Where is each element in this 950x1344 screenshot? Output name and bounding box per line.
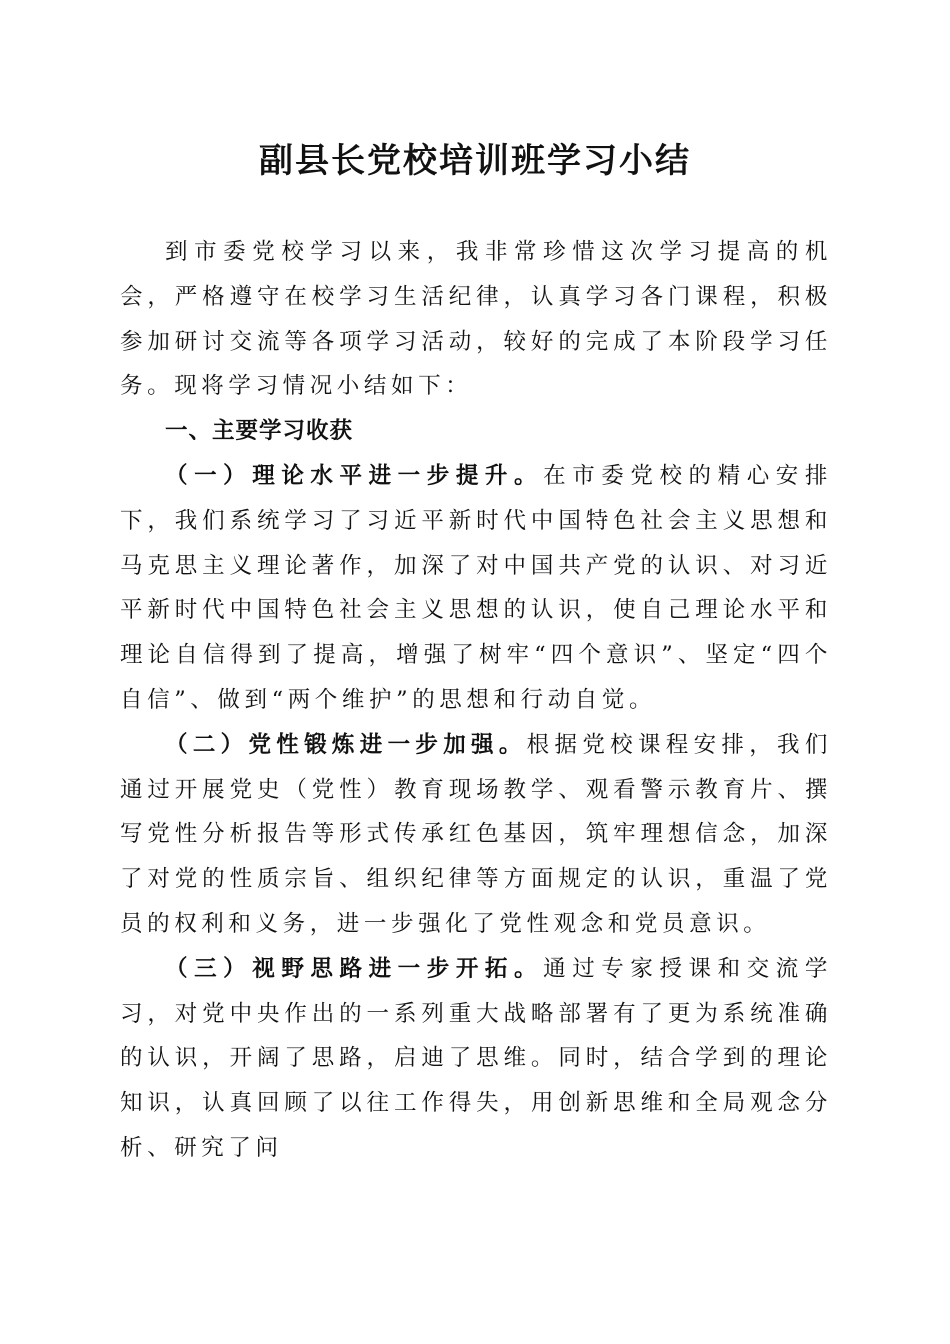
item-text: 根据党校课程安排，我们通过开展党史（党性）教育现场教学、观看警示教育片、撰写党性分析报告等形式传承红色基因，筑牢理想信念，加深了对党的性质宗旨、组织纪律等方面规定的认识，重温了党员的权利和义务，进一步强化了党性观念和党员意识。 (120, 731, 832, 937)
item-text: 在市委党校的精心安排下，我们系统学习了习近平新时代中国特色社会主义思想和马克思主义理论著作，加深了对中国共产党的认识、对习近平新时代中国特色社会主义思想的认识，使自己理论水平和理论自信得到了提高，增强了树牢“四个意识”、坚定“四个自信”、做到“两个维护”的思想和行动自觉。 (120, 462, 832, 713)
item-text: 通过专家授课和交流学习，对党中央作出的一系列重大战略部署有了更为系统准确的认识，开阔了思路，启迪了思维。同时，结合学到的理论知识，认真回顾了以往工作得失，用创新思维和全局观念分析、研究了问 (120, 955, 832, 1161)
document-title: 副县长党校培训班学习小结 (259, 141, 691, 181)
item-lead: （一）理论水平进一步提升。 (165, 462, 544, 489)
item-paragraph-2 (120, 723, 832, 947)
item-lead: （二）党性锻炼进一步加强。 (165, 731, 527, 758)
document-body (120, 230, 832, 1171)
item-paragraph-3 (120, 947, 832, 1171)
section-heading: 一、主要学习收获 (165, 418, 354, 445)
item-lead: （三）视野思路进一步开拓。 (165, 955, 544, 982)
intro-paragraph: 到市委党校学习以来，我非常珍惜这次学习提高的机会，严格遵守在校学习生活纪律，认真学习各门课程，积极参加研讨交流等各项学习活动，较好的完成了本阶段学习任务。现将学习情况小结如下： (120, 239, 832, 400)
item-paragraph-1 (120, 454, 832, 723)
